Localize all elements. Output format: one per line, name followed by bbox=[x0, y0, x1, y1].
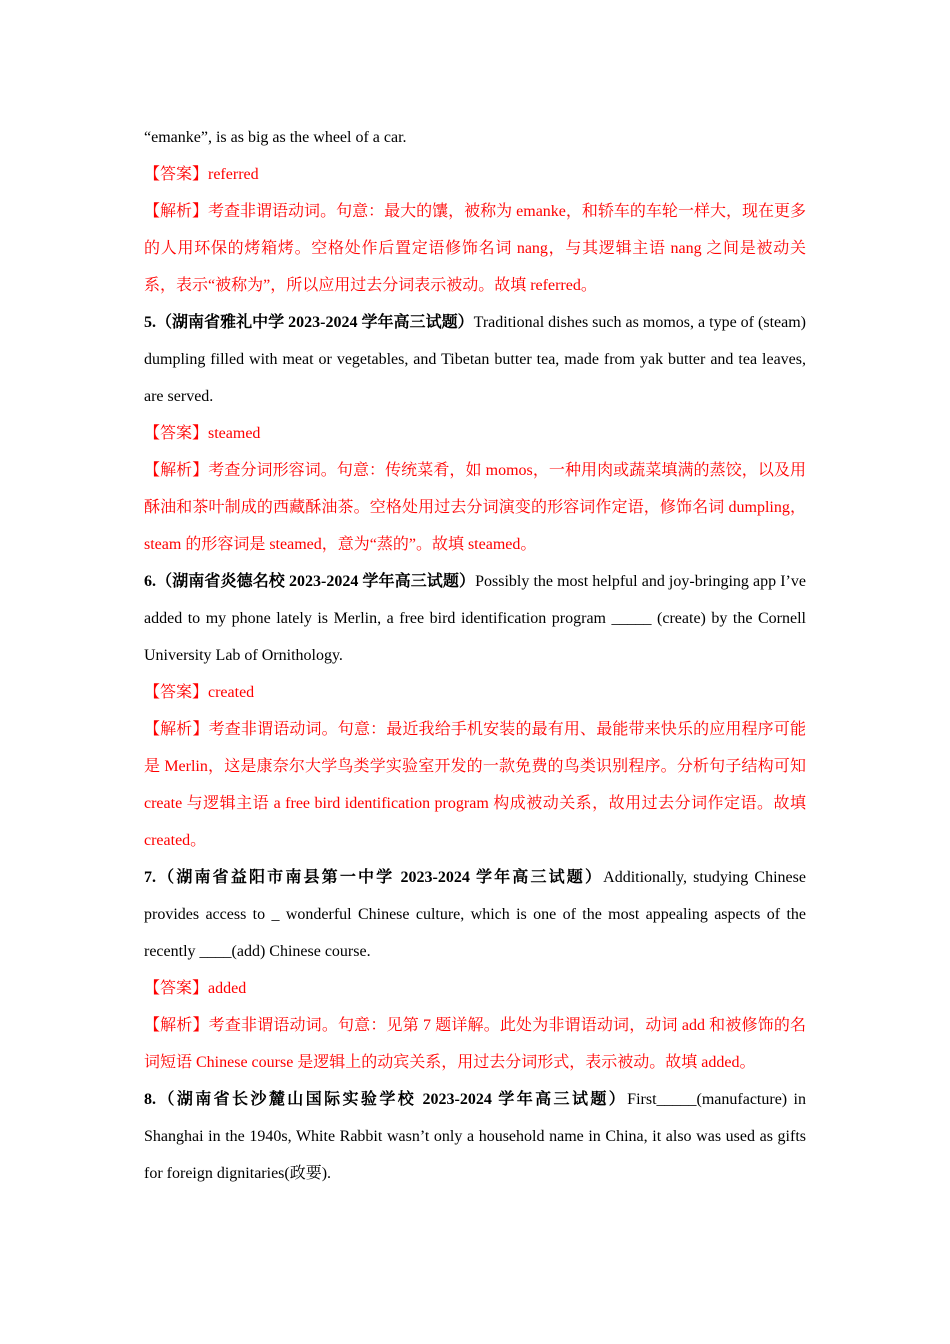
question-6 bbox=[144, 563, 806, 674]
answer-4: 【答案】referred bbox=[144, 166, 259, 183]
question-7-text: Additionally, studying Chinese provides access to _ wonderful Chinese culture, which is one of the most appealing aspects of the recently ____(add) Chinese course. bbox=[144, 869, 806, 960]
document-page bbox=[144, 119, 806, 1192]
question-8-source: 8.（湖南省长沙麓山国际实验学校 2023-2024 学年高三试题） bbox=[144, 1091, 628, 1108]
analysis-6: 【解析】考查非谓语动词。句意：最近我给手机安装的最有用、最能带来快乐的应用程序可能是 Merlin，这是康奈尔大学鸟类学实验室开发的一款免费的鸟类识别程序。分析句子结构可知 create 与逻辑主语 a free bird identification program 构成被动关系，故用过去分词作定语。故填 created。 bbox=[144, 721, 806, 849]
question-5-text: Traditional dishes such as momos, a type of (steam) dumpling filled with meat or vegetables, and Tibetan butter tea, made from yak butter and tea leaves, are served. bbox=[144, 314, 806, 405]
answer-5: 【答案】steamed bbox=[144, 425, 261, 442]
question-7-source: 7.（湖南省益阳市南县第一中学 2023-2024 学年高三试题） bbox=[144, 869, 604, 886]
analysis-7: 【解析】考查非谓语动词。句意：见第 7 题详解。此处为非谓语动词，动词 add 和被修饰的名词短语 Chinese course 是逻辑上的动宾关系，用过去分词形式，表示被动。故填 added。 bbox=[144, 1017, 806, 1071]
answer-6: 【答案】created bbox=[144, 684, 255, 701]
analysis-4: 【解析】考查非谓语动词。句意：最大的馕，被称为 emanke，和轿车的车轮一样大，现在更多的人用环保的烤箱烤。空格处作后置定语修饰名词 nang，与其逻辑主语 nang 之间是被动关系，表示“被称为”，所以应用过去分词表示被动。故填 referred。 bbox=[144, 203, 806, 294]
question-8-text: First_____(manufacture) in Shanghai in the 1940s, White Rabbit wasn’t only a household name in China, it also was used as gifts for foreign dignitaries(政要). bbox=[144, 1091, 806, 1182]
question-8 bbox=[144, 1081, 806, 1192]
question-5 bbox=[144, 304, 806, 415]
question-6-text: Possibly the most helpful and joy-bringing app I’ve added to my phone lately is Merlin, a free bird identification program _____ (create) by the Cornell University Lab of Ornithology. bbox=[144, 573, 806, 664]
question-5-source: 5.（湖南省雅礼中学 2023-2024 学年高三试题） bbox=[144, 314, 474, 331]
question-6-source: 6.（湖南省炎德名校 2023-2024 学年高三试题） bbox=[144, 573, 476, 590]
analysis-5: 【解析】考查分词形容词。句意：传统菜肴，如 momos，一种用肉或蔬菜填满的蒸饺，以及用酥油和茶叶制成的西藏酥油茶。空格处用过去分词演变的形容词作定语，修饰名词 dumpling，steam 的形容词是 steamed，意为“蒸的”。故填 steamed。 bbox=[144, 462, 806, 553]
answer-7: 【答案】added bbox=[144, 980, 247, 997]
question-7 bbox=[144, 859, 806, 970]
question-4-continuation: “emanke”, is as big as the wheel of a car. bbox=[144, 129, 407, 146]
